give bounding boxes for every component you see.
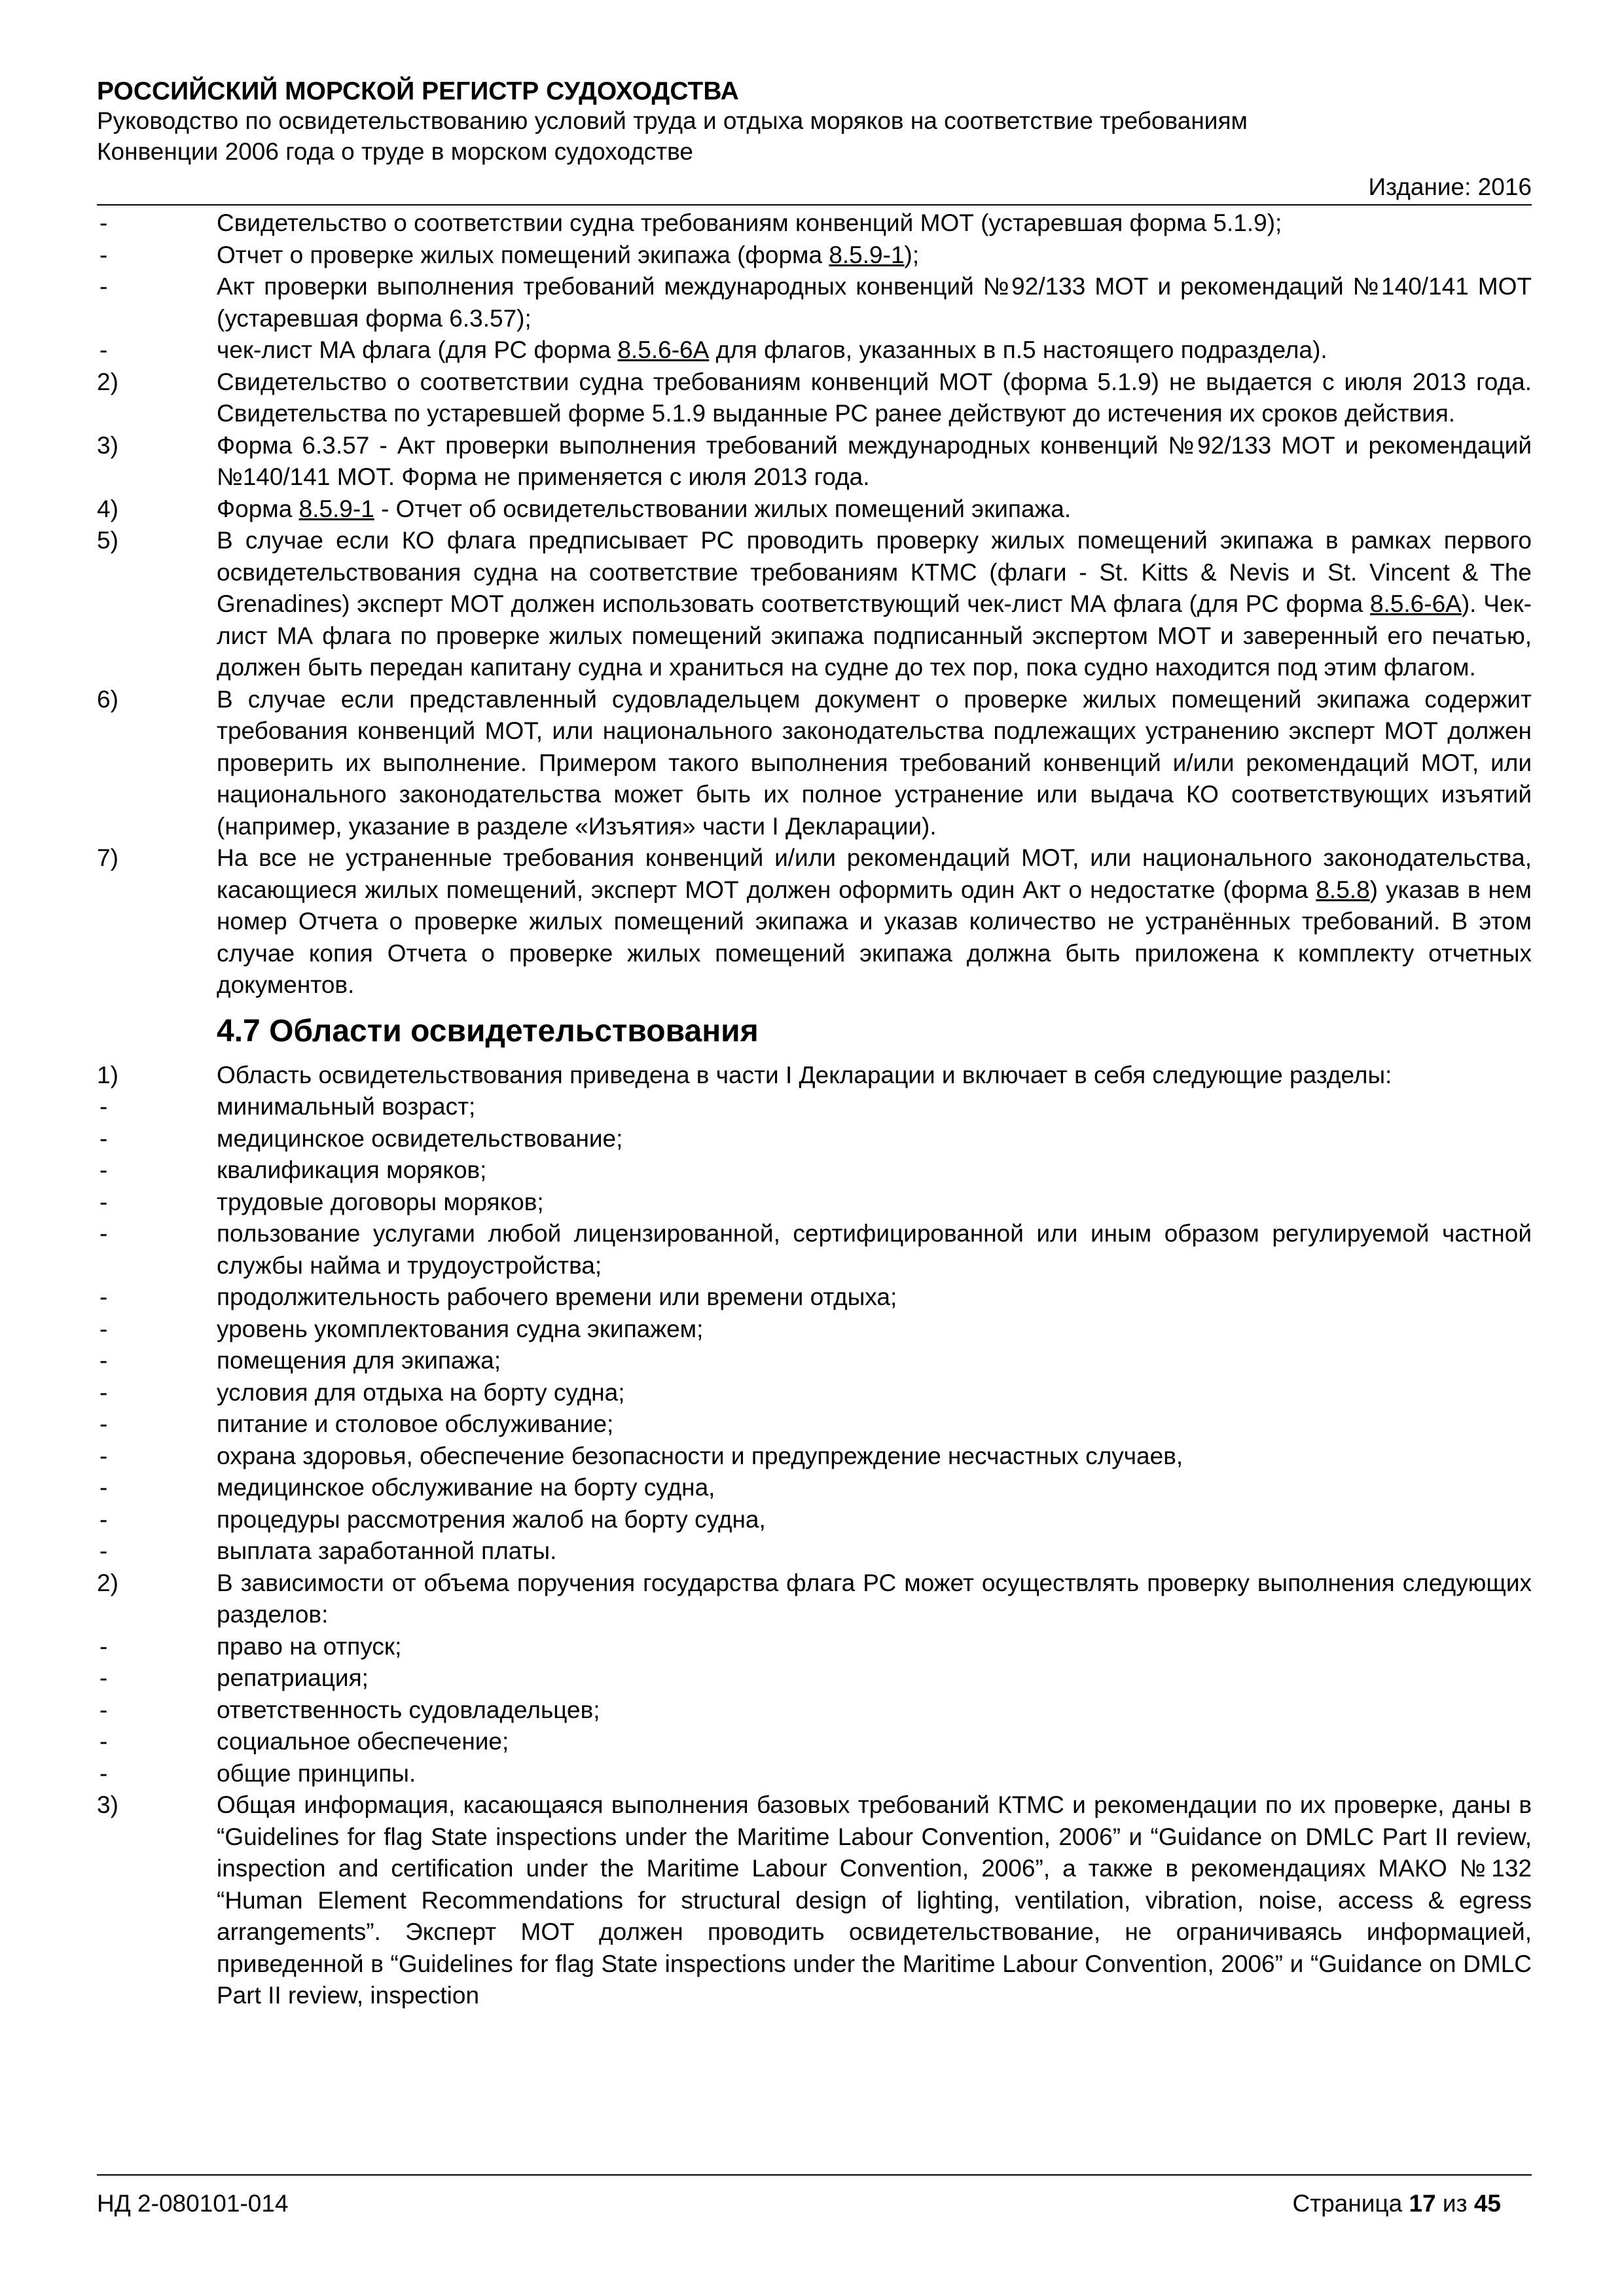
header-title-line2: Конвенции 2006 года о труде в морском судоходстве <box>97 138 693 165</box>
list-item: - минимальный возраст; <box>99 1093 476 1120</box>
list-item: - чек-лист МА флага (для РС форма 8.5.6-6А для флагов, указанных в п.5 настоящего подраздела). <box>97 334 1532 367</box>
list-item: - Свидетельство о соответствии судна требованиям конвенций МОТ (устаревшая форма 5.1.9); <box>97 207 1532 240</box>
numbered-item: 5) В случае если КО флага предписывает РС проводить проверку жилых помещений экипажа в рамках первого освидетельствования судна на соответствие требованиям КТМС (флаги - St. Kitts & Nevis и St. Vincent & The Grenadines) эксперт МОТ должен использовать соответствующий чек-лист МА флага (для РС форма 8.5.6-6А). Чек-лист МА флага по проверке жилых помещений экипажа подписанный экспертом МОТ и заверенный его печатью, должен быть передан капитану судна и храниться на судне до тех пор, пока судно находится под этим флагом. <box>97 527 1532 681</box>
list-item: - общие принципы. <box>99 1759 416 1787</box>
numbered-item: 4) Форма 8.5.9-1 - Отчет об освидетельствовании жилых помещений экипажа. <box>97 495 1072 522</box>
list-item: - продолжительность рабочего времени или времени отдыха; <box>99 1283 897 1310</box>
numbered-item: 3) Форма 6.3.57 - Акт проверки выполнения требований международных конвенций №92/133 МОТ и рекомендаций №140/141 МОТ. Форма не применяется с июля 2013 года. <box>97 431 1532 490</box>
form-link[interactable]: 8.5.6-6А <box>1369 590 1462 617</box>
list-item: - трудовые договоры моряков; <box>99 1188 544 1215</box>
list-item: - квалификация моряков; <box>99 1157 487 1183</box>
header-rule <box>97 204 1532 206</box>
numbered-item: 6) В случае если представленный судовладельцем документ о проверке жилых помещений экипажа содержит требования конвенций МОТ, или национального законодательства подлежащих устранению эксперт МОТ должен проверить их выполнение. Примером такого выполнения требований конвенций и/или рекомендаций МОТ, или национального законодательства может быть их полное устранение или выдача КО соответствующих изъятий (например, указание в разделе «Изъятия» части I Декларации). <box>97 685 1532 840</box>
section-heading: 4.7 Области освидетельствования <box>217 1013 759 1049</box>
list-item: - репатриация; <box>99 1664 369 1691</box>
list-item: - условия для отдыха на борту судна; <box>99 1378 625 1406</box>
numbered-item: 3) Общая информация, касающаяся выполнения базовых требований КТМС и рекомендации по их проверке, даны в “Guidelines for flag State inspections under the Maritime Labour Convention, 2006” и “Guidance on DMLC Part II review, inspection and certification under the Maritime Labour Convention, 2006”, а также в рекомендациях МАКО №132 “Human Element Recommendations for structural design of lighting, ventilation, vibration, noise, access & egress arrangements”. Эксперт МОТ должен проводить освидетельствование, не ограничиваясь информацией, приведенной в “Guidelines for flag State inspections under the Maritime Labour Convention, 2006” и “Guidance on DMLC Part II review, inspection <box>97 1791 1532 2009</box>
form-link[interactable]: 8.5.9-1 <box>298 495 374 522</box>
numbered-item: 2) Свидетельство о соответствии судна требованиям конвенций МОТ (форма 5.1.9) не выдается с июля 2013 года. Свидетельства по устаревшей форме 5.1.9 выданные РС ранее действуют до истечения их сроков действия. <box>97 368 1532 427</box>
header-title-line1: Руководство по освидетельствованию условий труда и отдыха моряков на соответствие требованиям <box>97 107 1248 134</box>
form-link[interactable]: 8.5.9-1 <box>829 241 905 268</box>
header-edition: Издание: 2016 <box>1368 173 1532 200</box>
numbered-item: 2) В зависимости от объема поручения государства флага РС может осуществлять проверку выполнения следующих разделов: <box>97 1569 1532 1628</box>
list-item: - право на отпуск; <box>99 1632 402 1660</box>
list-item: - помещения для экипажа; <box>99 1347 501 1374</box>
dash-marker: - <box>99 336 108 363</box>
list-item: - медицинское освидетельствование; <box>99 1124 623 1152</box>
list-item: - выплата заработанной платы. <box>99 1537 557 1564</box>
dash-marker: - <box>99 241 108 268</box>
list-item: - пользование услугами любой лицензированной, сертифицированной или иным образом регулируемой частной службы найма и трудоустройства; <box>99 1220 1532 1279</box>
list-item: - охрана здоровья, обеспечение безопасности и предупреждение несчастных случаев, <box>99 1442 1183 1469</box>
dash-marker: - <box>99 273 108 300</box>
footer-page-number: Страница 17 из 45 <box>1292 2190 1501 2217</box>
footer-doc-code: НД 2-080101-014 <box>97 2190 289 2217</box>
form-link[interactable]: 8.5.6-6А <box>617 336 710 363</box>
list-item: - Акт проверки выполнения требований международных конвенций №92/133 МОТ и рекомендаций №140/141 МОТ (устаревшая форма 6.3.57); <box>97 271 1532 334</box>
list-item: - Отчет о проверке жилых помещений экипажа (форма 8.5.9-1); <box>97 240 1532 272</box>
document-body <box>97 207 1532 2012</box>
numbered-item: 7) На все не устраненные требования конвенций и/или рекомендаций МОТ, или национального законодательства, касающиеся жилых помещений, эксперт МОТ должен оформить один Акт о недостатке (форма 8.5.8) указав в нем номер Отчета о проверке жилых помещений экипажа и указав количество не устранённых требований. В этом случае копия Отчета о проверке жилых помещений экипажа должна быть приложена к комплекту отчетных документов. <box>97 844 1532 998</box>
form-link[interactable]: 8.5.8 <box>1316 876 1370 903</box>
list-item: - питание и столовое обслуживание; <box>99 1410 614 1437</box>
list-item: - уровень укомплектования судна экипажем; <box>99 1315 704 1342</box>
dash-marker: - <box>99 209 108 236</box>
list-item: - социальное обеспечение; <box>99 1728 509 1755</box>
list-item: - медицинское обслуживание на борту судна, <box>99 1474 715 1501</box>
numbered-item: 1) Область освидетельствования приведена в части I Декларации и включает в себя следующие разделы: <box>97 1061 1392 1088</box>
header-organization: РОССИЙСКИЙ МОРСКОЙ РЕГИСТР СУДОХОДСТВА <box>97 77 739 105</box>
list-item: - ответственность судовладельцев; <box>99 1696 600 1723</box>
list-item: - процедуры рассмотрения жалоб на борту судна, <box>99 1505 766 1533</box>
footer-rule <box>97 2174 1532 2176</box>
